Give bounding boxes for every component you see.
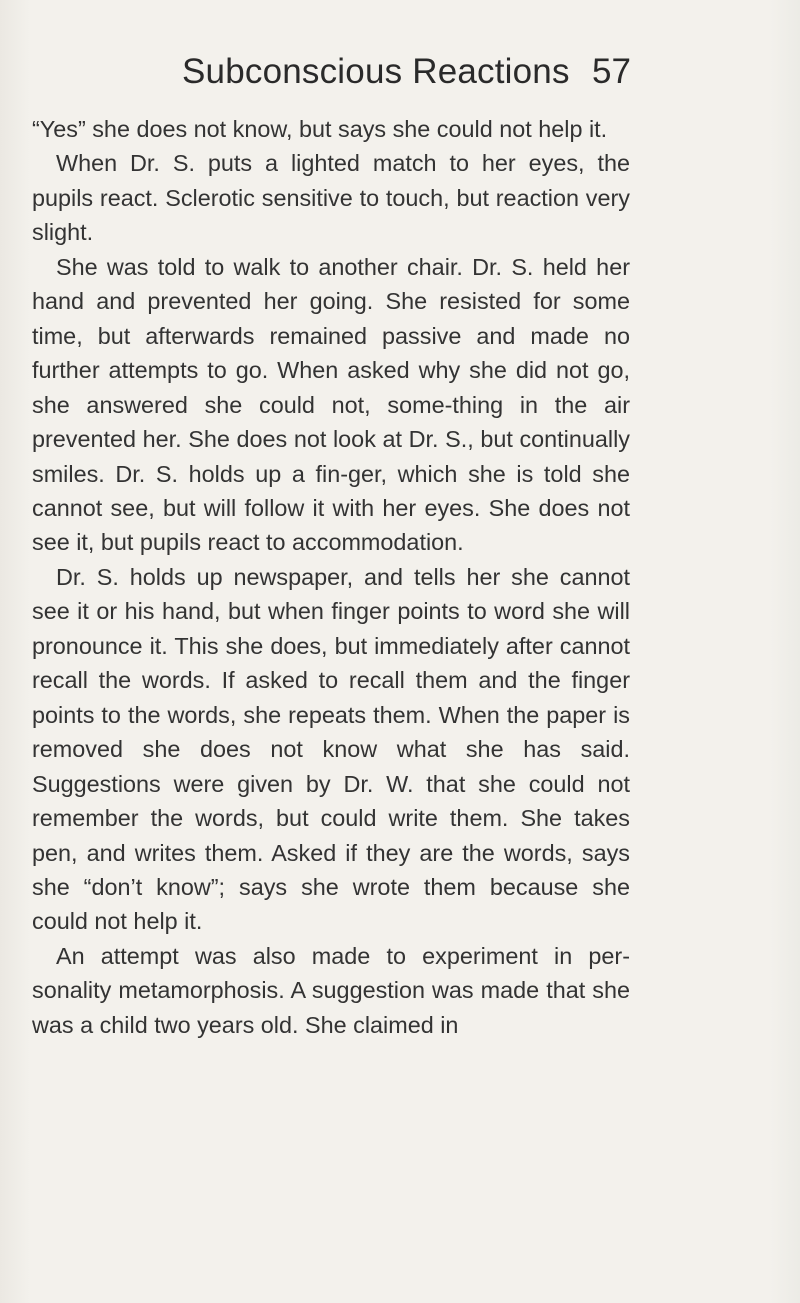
page-number: 57 bbox=[592, 52, 631, 91]
page-header bbox=[0, 52, 800, 102]
paragraph: When Dr. S. puts a lighted match to her eyes, the pupils react. Sclerotic sensitive to touch, but reaction very slight. bbox=[32, 150, 630, 246]
paragraph: She was told to walk to another chair. Dr. S. held her hand and prevented her going. She resisted for some time, but afterwards remained passive and made no further attempts to go. When asked why she did not go, she answered she could not, some-thing in the air prevented her. She does not look at Dr. S., but continually smiles. Dr. S. holds up a fin-ger, which she is told she cannot see, but will follow it with her eyes. She does not see it, but pupils react to accommodation. bbox=[32, 253, 630, 556]
paragraph: An attempt was also made to experiment in per-sonality metamorphosis. A suggestion was made that she was a child two years old. She claimed in bbox=[32, 942, 630, 1038]
paragraph: Dr. S. holds up newspaper, and tells her she cannot see it or his hand, but when finger points to word she will pronounce it. This she does, but immediately after cannot recall the words. If asked to recall them and the finger points to the words, she repeats them. When the paper is removed she does not know what she has said. Suggestions were given by Dr. W. that she could not remember the words, but could write them. She takes pen, and writes them. Asked if they are the words, says she “don’t know”; says she wrote them because she could not help it. bbox=[32, 563, 630, 935]
running-head: Subconscious Reactions bbox=[182, 52, 570, 91]
body-text bbox=[32, 112, 630, 1042]
paragraph: “Yes” she does not know, but says she could not help it. bbox=[32, 116, 608, 142]
